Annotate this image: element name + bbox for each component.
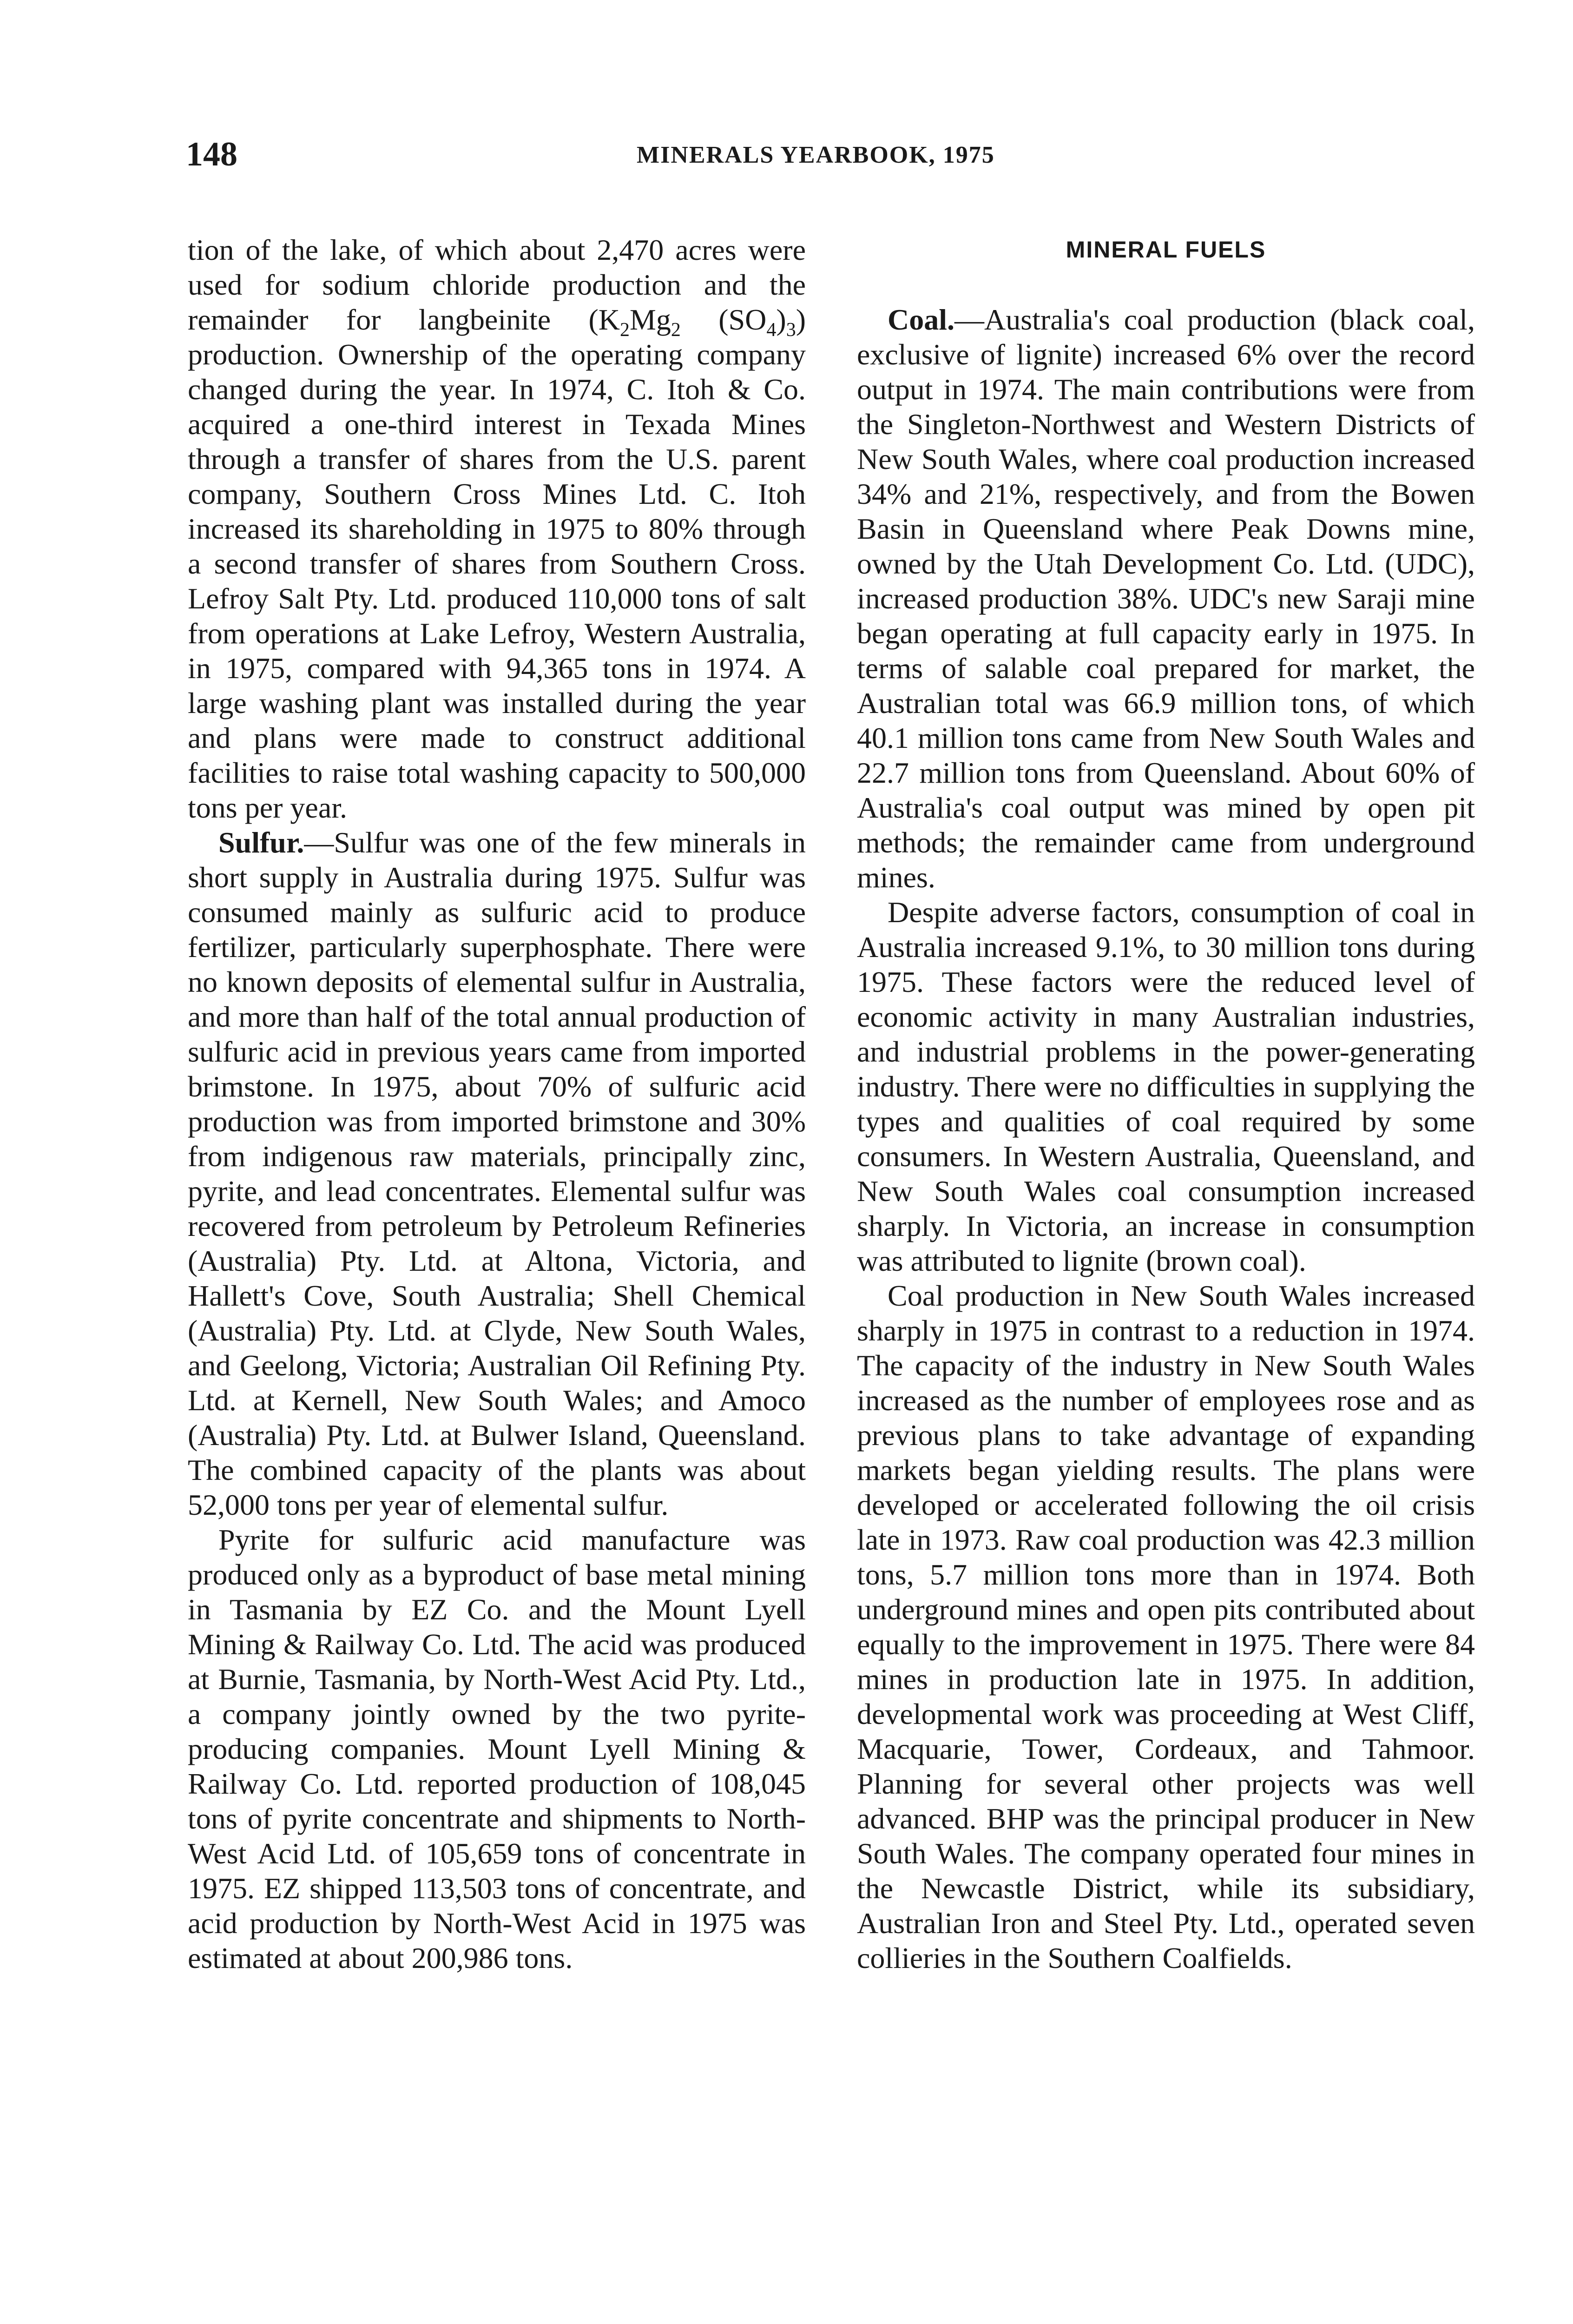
- text-run: tion of the lake, of which about 2,470 acres were used for sodium chloride production and the remainder for langbeinite (K: [188, 233, 806, 336]
- text-run: ): [776, 303, 786, 336]
- subscript: 2: [619, 319, 630, 341]
- paragraph-coal: [857, 302, 1475, 895]
- subscript: 3: [786, 319, 796, 341]
- text-run: (SO: [680, 303, 767, 336]
- paragraph-nsw-production: Coal production in New South Wales increased sharply in 1975 in contrast to a reduction in 1974. The capacity of the industry in New South Wales increased as the number of employees rose and as previous plans to take advantage of expanding markets began yielding results. The plans were developed or accelerated following the oil crisis late in 1973. Raw coal production was 42.3 million tons, 5.7 million tons more than in 1974. Both underground mines and open pits contributed about equally to the improvement in 1975. There were 84 mines in production late in 1975. In addition, developmental work was proceeding at West Cliff, Macquarie, Tower, Cordeaux, and Tahmoor. Planning for several other projects was well advanced. BHP was the principal producer in New South Wales. The company operated four mines in the Newcastle District, while its subsidiary, Australian Iron and Steel Pty. Ltd., operated seven collieries in the Southern Coalfields.: [857, 1279, 1475, 1974]
- paragraph-sulfur: [188, 825, 806, 1522]
- paragraph-consumption: Despite adverse factors, consumption of coal in Australia increased 9.1%, to 30 million tons during 1975. These factors were the reduced level of economic activity in many Australian industries, and industrial problems in the power-generating industry. There were no difficulties in supplying the types and qualities of coal required by some consumers. In Western Australia, Queensland, and New South Wales coal consumption increased sharply. In Victoria, an increase in consumption was attributed to lignite (brown coal).: [857, 896, 1475, 1277]
- run-in-heading-sulfur: Sulfur.: [218, 826, 304, 859]
- text-run: Mg: [629, 303, 671, 336]
- left-column: [188, 232, 806, 1975]
- text-run: —Sulfur was one of the few minerals in short supply in Australia during 1975. Sulfur was consumed mainly as sulfuric acid to produce fertilizer, particularly superphosphate. There were no known deposits of elemental sulfur in Australia, and more than half of the total annual production of sulfuric acid in previous years came from imported brimstone. In 1975, about 70% of sulfuric acid production was from imported brimstone and 30% from indigenous raw materials, principally zinc, pyrite, and lead concentrates. Elemental sulfur was recovered from petroleum by Petroleum Refineries (Australia) Pty. Ltd. at Altona, Victoria, and Hallett's Cove, South Australia; Shell Chemical (Australia) Pty. Ltd. at Clyde, New South Wales, and Geelong, Victoria; Australian Oil Refining Pty. Ltd. at Kernell, New South Wales; and Amoco (Australia) Pty. Ltd. at Bulwer Island, Queensland. The combined capacity of the plants was about 52,000 tons per year of elemental sulfur.: [188, 826, 806, 1521]
- subscript: 2: [671, 319, 681, 341]
- text-run: —Australia's coal production (black coal, exclusive of lignite) increased 6% over the record output in 1974. The main contributions were from the Singleton-Northwest and Western Districts of New South Wales, where coal production increased 34% and 21%, respectively, and from the Bowen Basin in Queensland where Peak Downs mine, owned by the Utah Development Co. Ltd. (UDC), increased production 38%. UDC's new Saraji mine began operating at full capacity early in 1975. In terms of salable coal prepared for market, the Australian total was 66.9 million tons, of which 40.1 million tons came from New South Wales and 22.7 million tons from Queensland. About 60% of Australia's coal output was mined by open pit methods; the remainder came from underground mines.: [857, 303, 1475, 894]
- right-column: [857, 232, 1475, 1975]
- section-heading-mineral-fuels: MINERAL FUELS: [1066, 237, 1266, 263]
- running-title: MINERALS YEARBOOK, 1975: [637, 142, 995, 168]
- paragraph-pyrite: Pyrite for sulfuric acid manufacture was produced only as a byproduct of base metal mining in Tasmania by EZ Co. and the Mount Lyell Mining & Railway Co. Ltd. The acid was produced at Burnie, Tasmania, by North-West Acid Pty. Ltd., a company jointly owned by the two pyrite-producing companies. Mount Lyell Mining & Railway Co. Ltd. reported production of 108,045 tons of pyrite concentrate and shipments to North-West Acid Ltd. of 105,659 tons of concentrate in 1975. EZ shipped 113,503 tons of concentrate, and acid production by North-West Acid in 1975 was estimated at about 200,986 tons.: [188, 1523, 806, 1974]
- subscript: 4: [766, 319, 777, 341]
- text-run: ) production. Ownership of the operating company changed during the year. In 1974, C. Itoh & Co. acquired a one-third interest in Texada Mines through a transfer of shares from the U.S. parent company, Southern Cross Mines Ltd. C. Itoh increased its shareholding in 1975 to 80% through a second transfer of shares from Southern Cross. Lefroy Salt Pty. Ltd. produced 110,000 tons of salt from operations at Lake Lefroy, Western Australia, in 1975, compared with 94,365 tons in 1974. A large washing plant was installed during the year and plans were made to construct additional facilities to raise total washing capacity to 500,000 tons per year.: [188, 303, 806, 824]
- run-in-heading-coal: Coal.: [888, 303, 954, 336]
- page-number: 148: [186, 135, 237, 173]
- paragraph-langbeinite: [188, 232, 806, 825]
